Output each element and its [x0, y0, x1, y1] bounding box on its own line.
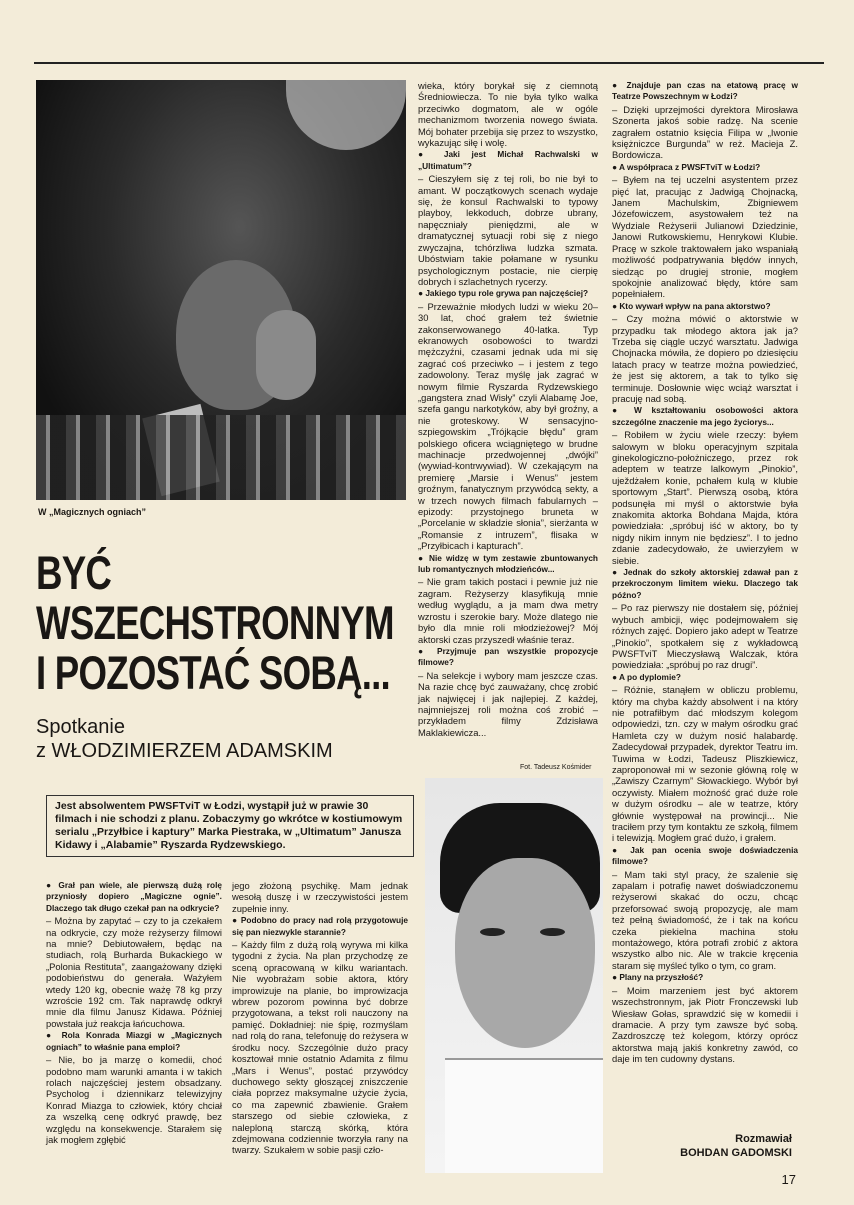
text-column-1	[46, 880, 222, 1146]
answer: jego złożoną psychikę. Mam jednak wesołą duszę i w rzeczywistości jestem zupełnie inny.	[232, 880, 408, 914]
subtitle: Spotkanie	[36, 716, 125, 738]
question: ● Znajduje pan czas na etatową pracę w Teatrze Powszechnym w Łodzi?	[612, 80, 798, 102]
title-line: I POZOSTAĆ SOBĄ...	[36, 646, 390, 699]
question: ● Podobno do pracy nad rolą przygotowuje się pan niezwykle starannie?	[232, 915, 408, 937]
answer: – Na selekcje i wybory mam jeszcze czas. Na razie chcę być zauważany, chcę zrobić jak najwięcej i jak najlepiej. Z każdej, najmniejszej roli można coś zrobić – przykładem filmy Zdzisława Maklakiewicza...	[418, 669, 598, 738]
answer: – Można by zapytać – czy to ja czekałem na odkrycie, czy może reżyserzy filmowi na mnie? Debiutowałem, będąc na studiach, rolą Burharda Bukackiego w „Polonia Restituta”, zaangażowany dzięki podobieństwu do generała. Ważyłem wtedy 120 kg, obecnie ważę 78 kg przy wzroście 192 cm. Tak naprawdę odkrył mnie dla filmu Janusz Kidawa. Później powstała już reakcja łańcuchowa.	[46, 915, 222, 1029]
question: ● Nie widzę w tym zestawie zbuntowanych lub romantycznych młodzieńców...	[418, 552, 598, 575]
answer: – Różnie, stanąłem w obliczu problemu, który ma chyba każdy absolwent i na który nie potrafiłbym dać młodszym kolegom odpowiedzi, tzn. czy w małym ośrodku grać Hamleta czy w dużym nosić halabardę. Zadecydował przypadek, dyrektor Teatru im. Tuwima w Łodzi, Tadeusz Pliszkiewicz, zaproponował mi w sezonie główną rolę w „Zawiszy Czarnym” Słowackiego. Wybór był oczywisty. Miałem możność grać duże role w dużym ośrodku – ale w teatrze, który głównie występował na prowincji... Nie traciłem przy tym kontaktu ze szkołą, filmem i telewizją. Mogłem grać dużo, i grałem.	[612, 684, 798, 844]
text-column-4	[612, 80, 798, 1066]
question: ● Jak pan ocenia swoje doświadczenia filmowe?	[612, 844, 798, 867]
question: ● Jakiego typu role grywa pan najczęściej?	[418, 288, 589, 299]
photo-magic-fires	[36, 80, 406, 500]
subtitle: z WŁODZIMIERZEM ADAMSKIM	[36, 740, 333, 762]
answer: – Cieszyłem się z tej roli, bo nie był to amant. W początkowych scenach wydaje się, że konsul Rachwalski to typowy playboy, lekkoduch, dobrze ubrany, napęczniały pieniędzmi, ale w dramatycznej sytuacji robi się z niego zwyczajna, tchórzliwa ludzka szmata. Ubóstwiam takie połamane w rysunku psychologicznym postacie, nie cierpię dobrych i szlachetnych rycerzy.	[418, 173, 598, 287]
byline-label: Rozmawiał	[735, 1133, 792, 1145]
answer: – Nie, bo ja marzę o komedii, choć podobno mam warunki amanta i w takich rolach najczęściej jestem obsadzany. Psycholog i dziennikarz telewizyjny Konrad Miazga to człowiek, który chciał za wszelką cenę odkryć prawdę, bez względu na konsekwencje. Starałem się jak mogłem zgłębić	[46, 1054, 222, 1145]
page-number: 17	[781, 1172, 796, 1187]
question: ● Rola Konrada Miazgi w „Magicznych ogniach” to właśnie pana emploi?	[46, 1030, 222, 1052]
answer: – Każdy film z dużą rolą wyrywa mi kilka tygodni z życia. Na plan przychodzę ze sceną opracowaną w kilku wariantach. Nie wyobrażam sobie aktora, który improwizuje na planie, bo improwizacja wbrew pozorom powinna być dobrze przygotowana, a tekst roli nauczony na pamięć. Dokładniej: nie śpię, rozmyślam nad rolą do rana, telefonuję do reżysera w środku nocy. Szczególnie dużo pracy kosztował mnie ostatnio Adamita z filmu „Mars i Wenus”, postać przywódcy duchowego sekty głoszącej zniszczenie ciała poprzez maksymalne użycie życia, co ma zapewnić zbawienie. Grałem starszego od siebie człowieka, z naleploną starczą skórką, która zdejmowana codziennie tworzyła rany na twarzy. Szukałem w sobie pasji czło-	[232, 939, 408, 1156]
photo-credit: Fot. Tadeusz Kośmider	[520, 764, 592, 771]
answer: – Dzięki uprzejmości dyrektora Mirosława Szonerta jakoś sobie radzę. Na scenie zagrałem ostatnio księcia Filipa w „Iwonie księżniczce Burgunda” w reż. Macieja Z. Bordowicza.	[612, 103, 798, 161]
question: ● W kształtowaniu osobowości aktora szczególne znaczenie ma jego życiorys...	[612, 405, 798, 427]
answer: – Nie gram takich postaci i pewnie już nie zagram. Reżyserzy klasyfikują mnie według wyglądu, a ja mam dwa metry wzrostu i szerokie bary. Może dlatego nie było dla mnie roli młodzieżowej? Mój aktorski czas przyszedł właśnie teraz.	[418, 576, 598, 645]
answer: – Czy można mówić o aktorstwie w przypadku tak młodego aktora jak ja? Trzeba się ciągle uczyć warsztatu. Jadwiga Chojnacka mówiła, że dopiero po dziesięciu latach pracy w teatrze można powiedzieć, że jest się aktorem, a tak to tylko się terminuje. Dosłownie więc wciąż warsztat i pracuję nad sobą.	[612, 313, 798, 404]
question: ● Kto wywarł wpływ na pana aktorstwo?	[612, 300, 771, 311]
question: ● Grał pan wiele, ale pierwszą dużą rolę przyniosły dopiero „Magiczne ognie”. Dlaczego tak długo czekał pan na odkrycie?	[46, 880, 222, 913]
photo-caption: W „Magicznych ogniach”	[38, 507, 147, 517]
text-column-2	[232, 880, 408, 1157]
question: ● Jaki jest Michał Rachwalski w „Ultimatum”?	[418, 149, 598, 171]
byline-author: BOHDAN GADOMSKI	[680, 1147, 792, 1159]
answer: – Robiłem w życiu wiele rzeczy: byłem salowym w bloku operacyjnym szpitala ginekologiczno-położniczego, przez rok adeptem w teatrze lalkowym „Pinokio”, uježdżałem konie, pchałem kulą w klubie sportowym „Start”. Pierwszą osobą, która podsunęła mi myśl o aktorstwie była znakomita aktorka Bohdana Majda, która powiedziała: „spróbuj iść w aktory, bo ty nigdy nikim innym nie będziesz”. I to jedno zdanie zadecydowało, że uwierzyłem w siebie.	[612, 429, 798, 566]
answer: wieka, który borykał się z ciemnotą Średniowiecza. To nie była tylko walka przeciwko dogmatom, ale w ogóle mechanizmom tworzenia nowego świata. Mój bohater przebija się przez to wszystko, wykazując siłę i wolę.	[418, 80, 598, 149]
intro-box: Jest absolwentem PWSFTviT w Łodzi, wystąpił już w prawie 30 filmach i nie schodzi z planu. Zobaczymy go wkrótce w kostiumowym serialu „Przyłbice i kaptury” Marka Piestraka, w „Ultimatum” Janusza Kidawy i „Alabamie” Ryszarda Rydzewskiego.	[46, 795, 414, 857]
title-line: WSZECHSTRONNYM	[36, 596, 394, 649]
answer: – Po raz pierwszy nie dostałem się, później wybuch ambicji, więc podejmowałem się różnych zajęć. Dopiero jako adept w Teatrze „Pinokio”, spotkałem się z wykładowcą PWSFTviT Mieczysławą Walczak, która powiedziała: „spróbuj po raz drugi”.	[612, 602, 798, 671]
answer: – Byłem na tej uczelni asystentem przez pięć lat, pracując z Jadwigą Chojnacką, Janem Machulskim, Zbigniewem Józefowiczem, asystowałem też na Wydziale Reżyserii Julianowi Dziedzinie, Janowi Rutkowskiemu, Henrykowi Klubie. Pracę w szkole traktowałem jako wspaniałą możliwość podpatrywania błędów innych, siedząc po drugiej stronie, mogłem spokojnie analizować błędy, które sam popełniałem.	[612, 174, 798, 300]
question: ● Jednak do szkoły aktorskiej zdawał pan z przekroczonym limitem wieku. Dlaczego tak późno?	[612, 567, 798, 600]
byline	[680, 1132, 792, 1160]
text-column-3	[418, 80, 598, 739]
answer: – Przeważnie młodych ludzi w wieku 20–30 lat, choć grałem też świetnie zakonserwowanego 40-latka. Typ ekranowych osobowości to twardzi mężczyźni, czasami jednak uda mi się zagrać coś przeciwko – i jestem z tego zadowolony. Teraz myślę jak zagrać w nowym filmie Ryszarda Rydzewskiego „gangstera znad Wisły” czyli Alabamę Joe, szefa gangu narkotyków, aby był groźny, a nie groteskowy. W sensacyjno-szpiegowskim „Trójkącie błędu” gram polskiego oficera wciągniętego w brudne machinacje przedwojennej „dwójki” (wywiad-kontrwywiad). W czekającym na premierę „Marsie i Wenus” jestem groźnym, fanatycznym przywódcą sekty, a w trzech nowych filmach fabularnych – epizody: przystojnego bruneta w „Porcelanie w składzie słonia”, sierżanta w „Romansie z intruzem”, flisaka w „Przyłbicach i kapturach”.	[418, 300, 598, 552]
question: ● A po dyplomie?	[612, 671, 681, 682]
question: ● A współpraca z PWSFTviT w Łodzi?	[612, 161, 761, 172]
top-rule	[34, 62, 824, 64]
question: ● Przyjmuje pan wszystkie propozycje filmowe?	[418, 645, 598, 668]
title-line: BYĆ	[36, 546, 112, 599]
portrait-photo	[425, 778, 603, 1173]
article-title	[36, 546, 394, 699]
answer: – Mam taki styl pracy, że szalenie się zapalam i potrafię nawet doświadczonemu reżyserowi skakać do oczu, chcąc przeforsować swoją propozycję, ale mam też pełną świadomość, że i tak na końcu czeka piekielna machina stołu montażowego, która potrafi zrobić z aktora wszystko albo nic. Ale w trakcie kręcenia staram się myśleć tylko o tym, co gram.	[612, 868, 798, 971]
question: ● Plany na przyszłość?	[612, 972, 704, 983]
answer: – Moim marzeniem jest być aktorem wszechstronnym, jak Piotr Fronczewski lub Wiesław Gołas, sprawdzić się w komedii i dramacie. A przy tym zawsze być sobą. Zazdroszczę też kolegom, którzy oprócz aktorstwa mają jakiś konkretny zawód, co daje im ten cudowny dystans.	[612, 984, 798, 1065]
